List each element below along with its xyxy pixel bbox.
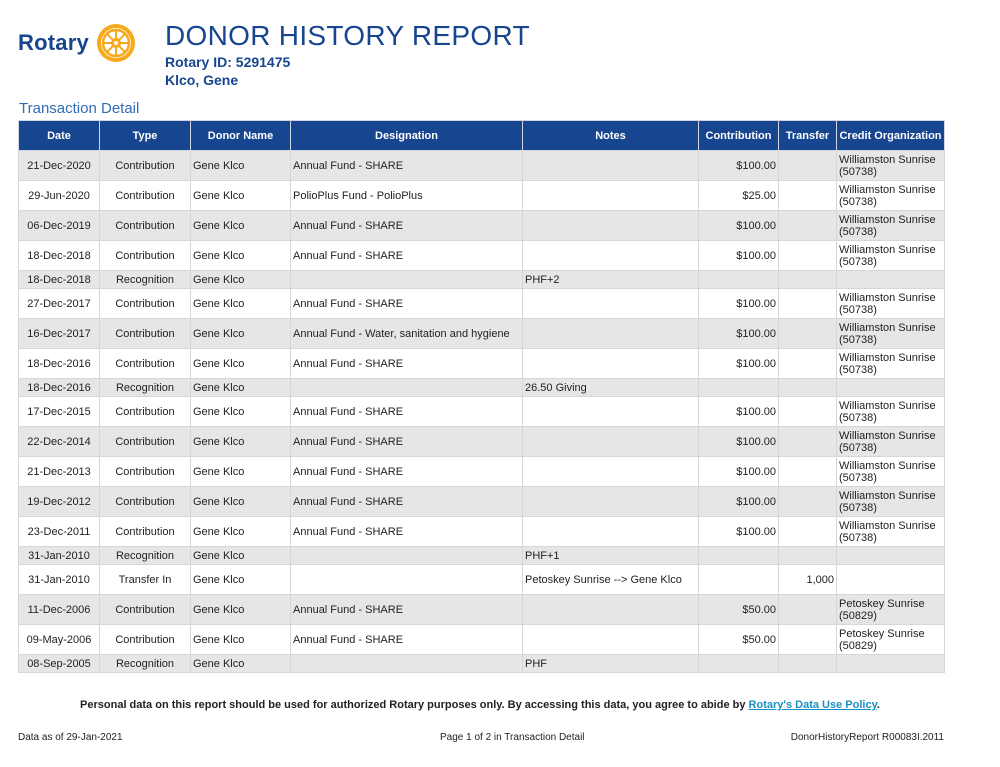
table-row xyxy=(19,271,945,289)
column-header-type: Type xyxy=(100,121,191,151)
cell-contribution: $100.00 xyxy=(699,427,779,457)
table-row xyxy=(19,625,945,655)
cell-type: Recognition xyxy=(100,271,191,289)
table-row xyxy=(19,655,945,673)
cell-contribution: $100.00 xyxy=(699,397,779,427)
cell-type: Recognition xyxy=(100,379,191,397)
cell-credit-organization: Williamston Sunrise (50738) xyxy=(837,457,945,487)
donor-name: Klco, Gene xyxy=(165,72,239,88)
cell-date: 11-Dec-2006 xyxy=(19,595,100,625)
table-row xyxy=(19,241,945,271)
cell-credit-organization: Williamston Sunrise (50738) xyxy=(837,289,945,319)
cell-type: Contribution xyxy=(100,397,191,427)
cell-type: Contribution xyxy=(100,241,191,271)
column-header-donor-name: Donor Name xyxy=(191,121,291,151)
cell-credit-organization: Petoskey Sunrise (50829) xyxy=(837,595,945,625)
cell-notes xyxy=(523,211,699,241)
cell-type: Contribution xyxy=(100,181,191,211)
cell-notes: PHF+1 xyxy=(523,547,699,565)
cell-transfer xyxy=(779,397,837,427)
cell-transfer xyxy=(779,211,837,241)
cell-notes xyxy=(523,457,699,487)
table-row xyxy=(19,181,945,211)
cell-notes: PHF+2 xyxy=(523,271,699,289)
cell-notes: 26.50 Giving xyxy=(523,379,699,397)
cell-donor-name: Gene Klco xyxy=(191,517,291,547)
table-row xyxy=(19,379,945,397)
cell-credit-organization: Williamston Sunrise (50738) xyxy=(837,211,945,241)
table-row xyxy=(19,487,945,517)
report-title: DONOR HISTORY REPORT xyxy=(165,20,530,51)
cell-transfer xyxy=(779,655,837,673)
cell-date: 31-Jan-2010 xyxy=(19,547,100,565)
cell-transfer xyxy=(779,517,837,547)
cell-contribution: $100.00 xyxy=(699,517,779,547)
cell-date: 16-Dec-2017 xyxy=(19,319,100,349)
cell-donor-name: Gene Klco xyxy=(191,655,291,673)
cell-type: Contribution xyxy=(100,319,191,349)
cell-donor-name: Gene Klco xyxy=(191,625,291,655)
cell-date: 17-Dec-2015 xyxy=(19,397,100,427)
cell-contribution: $100.00 xyxy=(699,241,779,271)
cell-transfer xyxy=(779,271,837,289)
cell-donor-name: Gene Klco xyxy=(191,289,291,319)
cell-contribution: $100.00 xyxy=(699,487,779,517)
cell-credit-organization: Williamston Sunrise (50738) xyxy=(837,181,945,211)
column-header-notes: Notes xyxy=(523,121,699,151)
report-id: DonorHistoryReport R00083I.2011 xyxy=(790,732,944,743)
cell-type: Contribution xyxy=(100,487,191,517)
cell-designation: Annual Fund - SHARE xyxy=(291,151,523,181)
cell-designation: PolioPlus Fund - PolioPlus xyxy=(291,181,523,211)
cell-type: Recognition xyxy=(100,547,191,565)
cell-transfer xyxy=(779,547,837,565)
table-row xyxy=(19,289,945,319)
cell-credit-organization: Williamston Sunrise (50738) xyxy=(837,241,945,271)
cell-notes xyxy=(523,349,699,379)
column-header-date: Date xyxy=(19,121,100,151)
cell-credit-organization: Williamston Sunrise (50738) xyxy=(837,397,945,427)
cell-type: Contribution xyxy=(100,349,191,379)
privacy-note-text: Personal data on this report should be used for authorized Rotary purposes only. By accessing this data, you agree to abide by xyxy=(80,699,749,711)
cell-contribution xyxy=(699,565,779,595)
cell-designation xyxy=(291,565,523,595)
cell-transfer xyxy=(779,595,837,625)
rotary-id: Rotary ID: 5291475 xyxy=(165,54,291,70)
cell-credit-organization: Williamston Sunrise (50738) xyxy=(837,517,945,547)
table-row xyxy=(19,457,945,487)
cell-transfer xyxy=(779,151,837,181)
cell-credit-organization: Williamston Sunrise (50738) xyxy=(837,487,945,517)
cell-designation xyxy=(291,547,523,565)
cell-designation: Annual Fund - SHARE xyxy=(291,241,523,271)
cell-donor-name: Gene Klco xyxy=(191,349,291,379)
cell-credit-organization: Williamston Sunrise (50738) xyxy=(837,349,945,379)
cell-designation: Annual Fund - SHARE xyxy=(291,625,523,655)
table-row xyxy=(19,151,945,181)
cell-notes xyxy=(523,625,699,655)
cell-notes xyxy=(523,289,699,319)
cell-donor-name: Gene Klco xyxy=(191,271,291,289)
cell-date: 21-Dec-2020 xyxy=(19,151,100,181)
cell-designation xyxy=(291,655,523,673)
cell-designation: Annual Fund - SHARE xyxy=(291,211,523,241)
cell-transfer xyxy=(779,241,837,271)
cell-date: 21-Dec-2013 xyxy=(19,457,100,487)
cell-contribution: $50.00 xyxy=(699,625,779,655)
cell-notes xyxy=(523,319,699,349)
cell-transfer xyxy=(779,457,837,487)
cell-designation: Annual Fund - SHARE xyxy=(291,457,523,487)
table-row xyxy=(19,565,945,595)
cell-type: Contribution xyxy=(100,427,191,457)
cell-transfer xyxy=(779,379,837,397)
cell-contribution: $100.00 xyxy=(699,319,779,349)
cell-credit-organization: Petoskey Sunrise (50829) xyxy=(837,625,945,655)
column-header-transfer: Transfer xyxy=(779,121,837,151)
cell-transfer: 1,000 xyxy=(779,565,837,595)
cell-contribution: $100.00 xyxy=(699,457,779,487)
cell-date: 08-Sep-2005 xyxy=(19,655,100,673)
cell-transfer xyxy=(779,349,837,379)
cell-credit-organization xyxy=(837,271,945,289)
cell-notes xyxy=(523,151,699,181)
cell-date: 22-Dec-2014 xyxy=(19,427,100,457)
cell-contribution xyxy=(699,379,779,397)
cell-contribution xyxy=(699,271,779,289)
table-row xyxy=(19,517,945,547)
cell-type: Contribution xyxy=(100,151,191,181)
cell-transfer xyxy=(779,427,837,457)
cell-donor-name: Gene Klco xyxy=(191,319,291,349)
page-info: Page 1 of 2 in Transaction Detail xyxy=(440,732,585,743)
rotary-wheel-icon xyxy=(95,22,137,64)
cell-contribution: $100.00 xyxy=(699,211,779,241)
cell-designation xyxy=(291,271,523,289)
table-body xyxy=(19,151,945,673)
cell-type: Contribution xyxy=(100,211,191,241)
cell-donor-name: Gene Klco xyxy=(191,211,291,241)
table-row xyxy=(19,319,945,349)
data-as-of: Data as of 29-Jan-2021 xyxy=(18,732,123,743)
cell-date: 06-Dec-2019 xyxy=(19,211,100,241)
cell-notes xyxy=(523,427,699,457)
cell-notes: PHF xyxy=(523,655,699,673)
cell-date: 19-Dec-2012 xyxy=(19,487,100,517)
cell-transfer xyxy=(779,181,837,211)
cell-donor-name: Gene Klco xyxy=(191,427,291,457)
cell-donor-name: Gene Klco xyxy=(191,565,291,595)
cell-donor-name: Gene Klco xyxy=(191,487,291,517)
cell-date: 29-Jun-2020 xyxy=(19,181,100,211)
cell-date: 18-Dec-2018 xyxy=(19,271,100,289)
table-row xyxy=(19,397,945,427)
cell-designation: Annual Fund - SHARE xyxy=(291,289,523,319)
rotary-logo xyxy=(18,22,137,64)
section-title: Transaction Detail xyxy=(19,100,140,117)
privacy-note xyxy=(60,699,900,712)
cell-notes xyxy=(523,181,699,211)
cell-date: 18-Dec-2016 xyxy=(19,349,100,379)
cell-transfer xyxy=(779,625,837,655)
cell-date: 18-Dec-2018 xyxy=(19,241,100,271)
cell-designation xyxy=(291,379,523,397)
cell-donor-name: Gene Klco xyxy=(191,547,291,565)
cell-credit-organization xyxy=(837,547,945,565)
cell-type: Contribution xyxy=(100,517,191,547)
cell-type: Contribution xyxy=(100,457,191,487)
cell-date: 09-May-2006 xyxy=(19,625,100,655)
cell-credit-organization xyxy=(837,379,945,397)
column-header-contribution: Contribution xyxy=(699,121,779,151)
cell-contribution: $100.00 xyxy=(699,151,779,181)
cell-contribution: $50.00 xyxy=(699,595,779,625)
cell-notes xyxy=(523,595,699,625)
cell-notes xyxy=(523,397,699,427)
cell-designation: Annual Fund - Water, sanitation and hygiene xyxy=(291,319,523,349)
cell-notes xyxy=(523,517,699,547)
table-header-row xyxy=(19,121,945,151)
cell-credit-organization: Williamston Sunrise (50738) xyxy=(837,151,945,181)
cell-transfer xyxy=(779,289,837,319)
cell-donor-name: Gene Klco xyxy=(191,181,291,211)
report-header xyxy=(165,20,530,88)
cell-designation: Annual Fund - SHARE xyxy=(291,427,523,457)
cell-donor-name: Gene Klco xyxy=(191,241,291,271)
cell-type: Contribution xyxy=(100,289,191,319)
privacy-note-end: . xyxy=(876,699,880,711)
cell-notes: Petoskey Sunrise --> Gene Klco xyxy=(523,565,699,595)
cell-designation: Annual Fund - SHARE xyxy=(291,397,523,427)
column-header-credit-organization: Credit Organization xyxy=(837,121,945,151)
cell-transfer xyxy=(779,487,837,517)
cell-designation: Annual Fund - SHARE xyxy=(291,517,523,547)
transaction-table xyxy=(18,120,945,673)
cell-donor-name: Gene Klco xyxy=(191,595,291,625)
table-row xyxy=(19,427,945,457)
table-row xyxy=(19,349,945,379)
cell-credit-organization: Williamston Sunrise (50738) xyxy=(837,319,945,349)
cell-date: 23-Dec-2011 xyxy=(19,517,100,547)
cell-designation: Annual Fund - SHARE xyxy=(291,595,523,625)
data-use-policy-link[interactable]: Rotary's Data Use Policy xyxy=(748,699,877,711)
cell-date: 27-Dec-2017 xyxy=(19,289,100,319)
cell-designation: Annual Fund - SHARE xyxy=(291,349,523,379)
cell-contribution: $100.00 xyxy=(699,349,779,379)
cell-notes xyxy=(523,241,699,271)
cell-credit-organization: Williamston Sunrise (50738) xyxy=(837,427,945,457)
cell-contribution: $25.00 xyxy=(699,181,779,211)
cell-donor-name: Gene Klco xyxy=(191,379,291,397)
table-row xyxy=(19,595,945,625)
cell-transfer xyxy=(779,319,837,349)
cell-type: Contribution xyxy=(100,625,191,655)
cell-notes xyxy=(523,487,699,517)
cell-type: Transfer In xyxy=(100,565,191,595)
cell-donor-name: Gene Klco xyxy=(191,457,291,487)
cell-date: 31-Jan-2010 xyxy=(19,565,100,595)
cell-contribution: $100.00 xyxy=(699,289,779,319)
cell-credit-organization xyxy=(837,655,945,673)
cell-date: 18-Dec-2016 xyxy=(19,379,100,397)
cell-credit-organization xyxy=(837,565,945,595)
table-row xyxy=(19,547,945,565)
cell-type: Recognition xyxy=(100,655,191,673)
cell-donor-name: Gene Klco xyxy=(191,397,291,427)
cell-designation: Annual Fund - SHARE xyxy=(291,487,523,517)
logo-text: Rotary xyxy=(18,30,89,55)
cell-contribution xyxy=(699,655,779,673)
cell-contribution xyxy=(699,547,779,565)
cell-type: Contribution xyxy=(100,595,191,625)
cell-donor-name: Gene Klco xyxy=(191,151,291,181)
column-header-designation: Designation xyxy=(291,121,523,151)
table-row xyxy=(19,211,945,241)
